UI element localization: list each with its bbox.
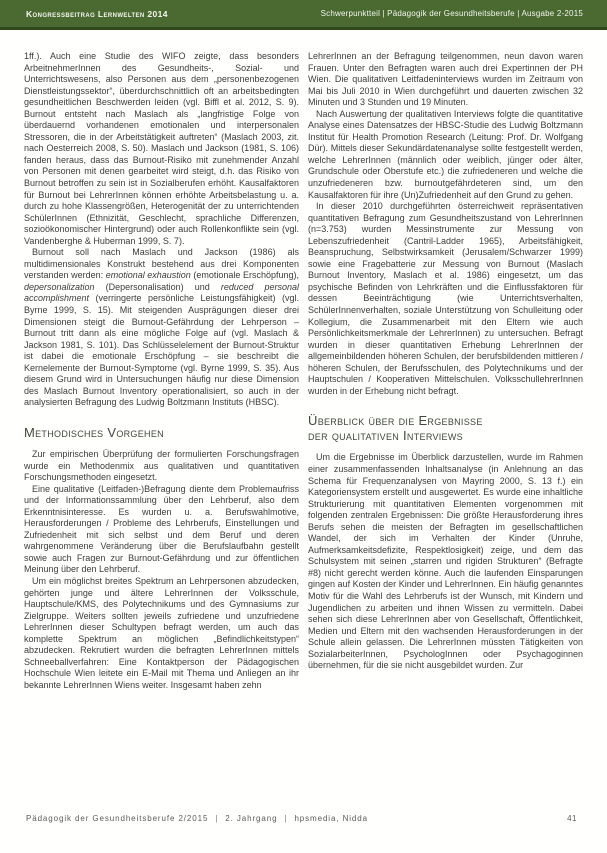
footer-journal-title: Pädagogik der Gesundheitsberufe 2/2015: [26, 814, 209, 823]
footer-publisher: hpsmedia, Nidda: [294, 814, 368, 823]
page-number: 41: [567, 814, 577, 823]
footer-separator: |: [284, 814, 288, 823]
right-column: [308, 51, 583, 814]
page-header: [0, 0, 607, 30]
footer-separator: |: [215, 814, 219, 823]
paragraph-burnout-konstrukt: Burnout soll nach Maslach und Jackson (1986) als multidimensionales Konstrukt bestehend aus drei Komponenten verstanden werden: emotional exhaustion (emotionale Erschöpfung), depersonalization (Depersonalisation) und reduced personal accomplishment (verringerte persönliche Leistungsfähigkeit) (vgl. Byrne 1999, S. 15). Mit steigenden Ausprägungen dieser drei Dimensionen steigt die Burnout-Gefährdung der Lehrperson – Burnout tritt dann als eine mögliche Folge auf (vgl. Maslach & Jackson 1981, S. 101). Das Schlüsselelement der Burnout-Struktur ist dabei die emotionale Erschöpfung – sie beschreibt die Kernelemente der Burnout-Symptome (vgl. Byrne 1999, S. 35). Aus diesem Grund wird in Untersuchungen häufig nur diese Dimension des Maslach Burnout Inventory operationalisiert, so auch in der analysierten Befragung des Ludwig Boltzmann Instituts (HBSC).: [24, 247, 299, 408]
paragraph-wifo-burnout: 1ff.). Auch eine Studie des WIFO zeigte, dass besonders ArbeitnehmerInnen des Gesundheits-, Sozial- und Unterrichtswesens, also Personen aus dem „personenbezogenen Dienstleistungssektor“, überdurchschnittlich oft an arbeitsbedingten gesundheitlichen Beschwerden leiden (vgl. Biffl et al. 2012, S. 9). Burnout entsteht nach Maslach als „langfristige Folge von überdauernd vorhandenen emotionalen und interpersonalen Stressoren, die in der Arbeitstätigkeit auftreten“ (Maslach 2003, zit. nach Oesterreich 2008, S. 50). Maslach und Jackson (1981, S. 106) fanden heraus, dass das Burnout-Risiko mit zunehmender Anzahl von Personen mit denen gearbeitet wird steigt, d.h. das Risiko von Burnout betroffen zu sein ist in Sozialberufen erhöht. Kausalfaktoren für Burnout bei LehrerInnen können erhöhte Arbeitsbelastung u. a. durch zu hohe Klassengrößen, Heterogenität der zu unterrichtenden SchülerInnen (Ethnizität, Geschlecht, sprachliche Differenzen, sozioökonomischer Hintergrund) oder auch Rollenkonflikte sein (vgl. Vandenberghe & Huberman 1999, S. 7).: [24, 51, 299, 246]
paragraph-teilnahme: LehrerInnen an der Befragung teilgenommen, neun davon waren Frauen. Unter den Befragten waren auch drei Expertinnen der PH Wien. Die qualitativen Leitfadeninterviews wurden im Zeitraum von Mai bis Juli 2010 in Wien durchgeführt und dauerten zwischen 32 Minuten und 3 Stunden und 19 Minuten.: [308, 51, 583, 108]
section-heading-ergebnisse-interviews: [308, 413, 583, 443]
paragraph-qualitative-ergebnisse: Um die Ergebnisse im Überblick darzustellen, wurde im Rahmen einer zusammenfassenden Inhaltsanalyse (in Anlehnung an das Schema für Frequenzanalysen von Mayring 2000, S. 13 f.) ein Kategoriensystem erstellt und ausgewertet. Es wurde eine inhaltliche Strukturierung mit quantitativen Elementen vorgenommen mit folgenden zentralen Ergebnissen: Die größte Herausforderung ihres Berufs sehen die meisten der Befragten im gesellschaftlichen Wandel, der sich im Verhalten der Kinder (Unruhe, Aufmerksamkeitsdefizite, Respektlosigkeit) zeige, und dem das Schulsystem mit seinen „starren und rigiden Strukturen“ (Befragte #8) nicht gerecht werden könne. Auch die laufenden Einsparungen gingen auf Kosten der Kinder und LehrerInnen. Ein häufig genanntes Motiv für die Wahl des Lehrberufs ist der Wunsch, mit Kindern und Jugendlichen zu arbeiten und ihnen Wissen zu vermitteln. Dabei sehen sich diese LehrerInnen aber von Gesellschaft, Öffentlichkeit, Medien und Eltern mit den wachsenden Herausforderungen in der Schule allein gelassen. Die LehrerInnen müssten Tätigkeiten von SozialarbeiterInnen, PsychologInnen oder Psychagoginnen übernehmen, für die sie nicht ausgebildet wurden. Zur: [308, 452, 583, 671]
footer-imprint: [26, 814, 368, 823]
paragraph-methodenmix: Zur empirischen Überprüfung der formulierten Forschungsfragen wurde ein Methodenmix aus qualitativen und quantitativen Forschungsmethoden eingesetzt.: [24, 448, 299, 483]
section-heading-methodisches-vorgehen: Methodisches Vorgehen: [24, 424, 164, 440]
page-footer: [0, 814, 607, 823]
left-column: [24, 51, 299, 814]
heading-line-2: der qualitativen Interviews: [308, 428, 463, 444]
header-issue-label: Schwerpunktteil | Pädagogik der Gesundheitsberufe | Ausgabe 2-2015: [320, 9, 583, 18]
paragraph-leitfaden-befragung: Eine qualitative (Leitfaden-)Befragung diente dem Problemaufriss und der Informationssammlung über den Lehrberuf, also dem Erkenntnisinteresse. Es wurden u. a. Berufswahlmotive, Herausforderungen / Probleme des Lehrberufs, Einstellungen und Zufriedenheit mit sich selbst und dem Beruf und deren wahrgenommene Veränderung über die Berufslaufbahn gestellt sowie auch Fragen zur Burnout-Gefährdung und zur öffentlichen Meinung über den Lehrberuf.: [24, 483, 299, 575]
header-congress-label: Kongressbeitrag Lernwelten 2014: [26, 8, 168, 19]
article-body: [0, 30, 607, 814]
paragraph-spektrum-lehrpersonen: Um ein möglichst breites Spektrum an Lehrpersonen abzudecken, gehörten junge und ältere LehrerInnen der Volksschule, Hauptschule/KMS, des Polytechnikums und des Gymnasiums zur Zielgruppe. Weiters sollten jeweils zufriedene und unzufriedene LehrerInnen dieser Schultypen befragt werden, um auch das komplette Spektrum an möglichen „Befindlichkeitstypen“ abzudecken. Rekrutiert wurden die befragten LehrerInnen mittels Schneeballverfahren: Eine Kontaktperson der Pädagogischen Hochschule Wien leitete ein E-Mail mit Thema und Anliegen an ihr bekannte LehrerInnen Wiens weiter. Insgesamt haben zehn: [24, 575, 299, 690]
paragraph-befragung-2010: In dieser 2010 durchgeführten österreichweit repräsentativen quantitativen Befragung zum Gesundheitszustand von LehrerInnen (n=3.753) wurden Messinstrumente zur Messung von Lebenszufriedenheit (Cantril-Ladder 1965), Arbeitsfähigkeit, Beanspruchung, Selbstwirksamkeit (Jerusalem/Schwarzer 1999) sowie eine Fragebatterie zur Messung von Burnout (Maslach Burnout Inventory, Maslach et al. 1986) eingesetzt, um das psychische Befinden von Lehrkräften und die Einflussfaktoren für dessen Beeinträchtigung (wie Unterrichtsverhalten, SchülerInnenverhalten, soziale Unterstützung von Schulleitung oder Kollegium, die Zusammenarbeit mit den Eltern wie auch Persönlichkeitsmerkmale der LehrerInnen) zu untersuchen. Befragt wurden in dieser quantitativen Erhebung LehrerInnen der allgemeinbildenden höheren Schulen, der berufsbildenden mittleren / höheren Schulen, der Berufsschulen, des Polytechnikums und der Hauptschulen / Kooperativen Mittelschulen. VolksschullehrerInnen wurden in der Erhebung nicht befragt.: [308, 201, 583, 396]
heading-line-1: Überblick über die Ergebnisse: [308, 413, 483, 429]
paragraph-hbsc-analyse: Nach Auswertung der qualitativen Interviews folgte die quantitative Analyse eines Datensatzes der HBSC-Studie des Ludwig Boltzmann Institut für Health Promotion Research (Leitung: Prof. Dr. Wolfgang Dür). Mittels dieser Sekundärdatenanalyse sollte festgestellt werden, welche LehrerInnen (männlich oder weiblich, jünger oder älter, Grundschule oder Oberstufe etc.) die zufriedeneren und welche die unzufriedeneren bzw. burnoutgefährdeteren sind, um den Kausalfaktoren für ihre (Un)Zufriedenheit auf den Grund zu gehen.: [308, 108, 583, 200]
footer-volume: 2. Jahrgang: [225, 814, 278, 823]
